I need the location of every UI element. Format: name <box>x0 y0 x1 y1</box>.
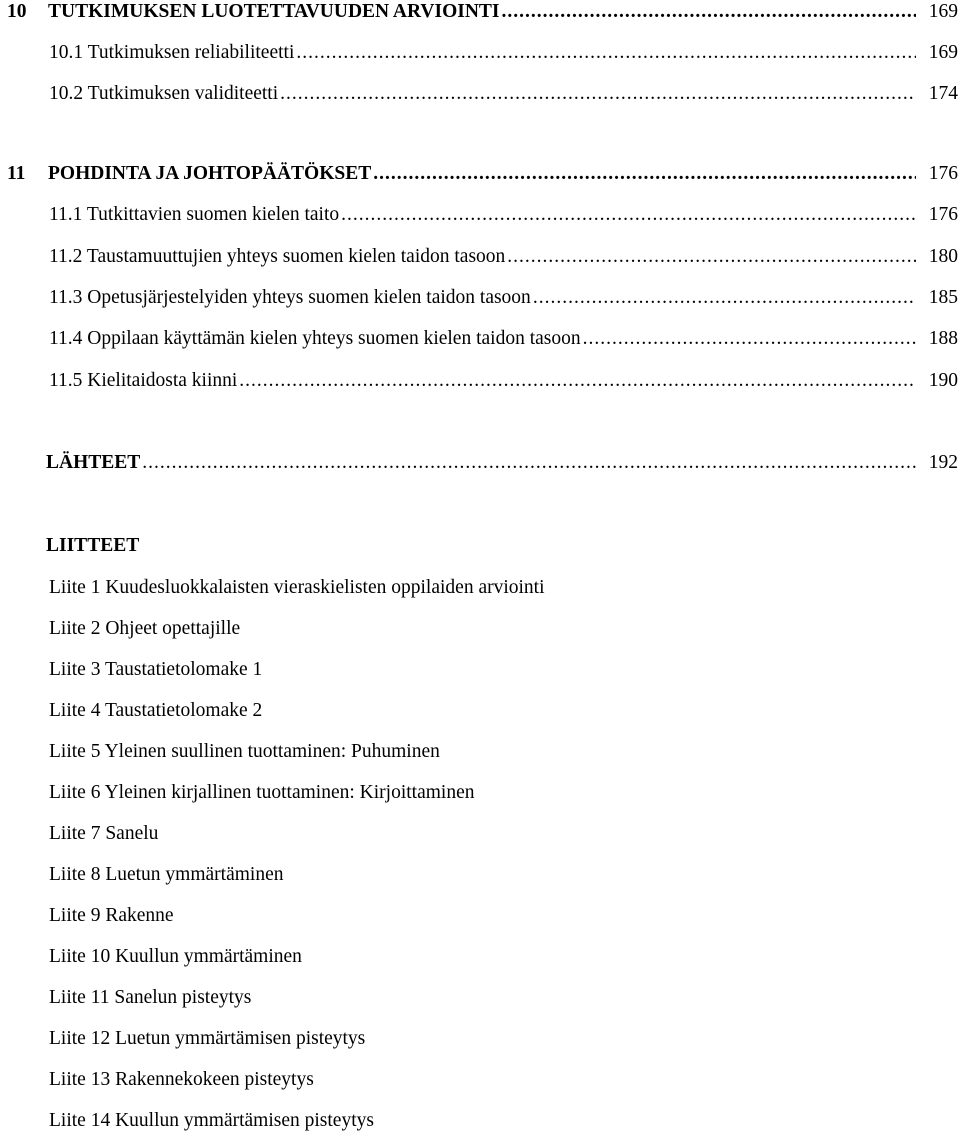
leader-dots <box>341 204 916 226</box>
appendix-item[interactable]: Liite 3 Taustatietolomake 1 <box>49 659 263 680</box>
appendix-item[interactable]: Liite 9 Rakenne <box>49 905 174 926</box>
page-number: 180 <box>928 246 958 267</box>
appendix-item[interactable]: Liite 10 Kuullun ymmärtäminen <box>49 946 302 967</box>
toc-entry-references[interactable] <box>0 452 960 478</box>
leader-dots <box>502 1 916 23</box>
toc-entry-chapter-10[interactable] <box>0 1 960 27</box>
appendix-item[interactable]: Liite 2 Ohjeet opettajille <box>49 618 241 639</box>
toc-entry-11-5[interactable] <box>0 370 960 396</box>
page-number: 190 <box>928 370 958 391</box>
toc-entry-10-1[interactable] <box>0 42 960 68</box>
appendix-item[interactable]: Liite 1 Kuudesluokkalaisten vieraskielisten oppilaiden arviointi <box>49 577 545 598</box>
references-title: LÄHTEET <box>46 452 141 473</box>
appendix-item[interactable]: Liite 13 Rakennekokeen pisteytys <box>49 1069 314 1090</box>
section-title: 11.4 Oppilaan käyttämän kielen yhteys suomen kielen taidon tasoon <box>49 328 581 349</box>
section-title: 11.5 Kielitaidosta kiinni <box>49 370 238 391</box>
chapter-title: TUTKIMUKSEN LUOTETTAVUUDEN ARVIOINTI <box>48 1 500 22</box>
chapter-title: POHDINTA JA JOHTOPÄÄTÖKSET <box>48 163 372 184</box>
appendix-item[interactable]: Liite 12 Luetun ymmärtämisen pisteytys <box>49 1028 366 1049</box>
page-number: 176 <box>928 163 958 184</box>
appendix-item[interactable]: Liite 8 Luetun ymmärtäminen <box>49 864 284 885</box>
leader-dots <box>239 370 916 392</box>
toc-entry-11-4[interactable] <box>0 328 960 354</box>
section-title: 10.1 Tutkimuksen reliabiliteetti <box>49 42 295 63</box>
leader-dots <box>583 328 916 350</box>
leader-dots <box>373 163 916 185</box>
chapter-number: 11 <box>7 163 26 184</box>
page-number: 192 <box>928 452 958 473</box>
leader-dots <box>296 42 916 64</box>
appendix-item[interactable]: Liite 6 Yleinen kirjallinen tuottaminen: Kirjoittaminen <box>49 782 475 803</box>
page-number: 188 <box>928 328 958 349</box>
section-title: 11.1 Tutkittavien suomen kielen taito <box>49 204 340 225</box>
page-number: 185 <box>928 287 958 308</box>
toc-entry-11-3[interactable] <box>0 287 960 313</box>
toc-entry-11-2[interactable] <box>0 246 960 272</box>
page-number: 169 <box>928 42 958 63</box>
leader-dots <box>533 287 916 309</box>
appendices-heading: LIITTEET <box>46 535 140 556</box>
appendix-item[interactable]: Liite 5 Yleinen suullinen tuottaminen: Puhuminen <box>49 741 440 762</box>
toc-entry-10-2[interactable] <box>0 83 960 109</box>
leader-dots <box>142 452 916 474</box>
chapter-number: 10 <box>7 1 27 22</box>
toc-entry-chapter-11[interactable] <box>0 163 960 189</box>
appendix-item[interactable]: Liite 4 Taustatietolomake 2 <box>49 700 263 721</box>
leader-dots <box>280 83 916 105</box>
section-title: 11.2 Taustamuuttujien yhteys suomen kielen taidon tasoon <box>49 246 506 267</box>
appendix-item[interactable]: Liite 7 Sanelu <box>49 823 159 844</box>
appendix-item[interactable]: Liite 14 Kuullun ymmärtämisen pisteytys <box>49 1110 374 1131</box>
leader-dots <box>507 246 916 268</box>
section-title: 10.2 Tutkimuksen validiteetti <box>49 83 279 104</box>
appendix-item[interactable]: Liite 11 Sanelun pisteytys <box>49 987 252 1008</box>
page-number: 176 <box>928 204 958 225</box>
toc-entry-11-1[interactable] <box>0 204 960 230</box>
page-number: 174 <box>928 83 958 104</box>
page-number: 169 <box>928 1 958 22</box>
section-title: 11.3 Opetusjärjestelyiden yhteys suomen kielen taidon tasoon <box>49 287 531 308</box>
